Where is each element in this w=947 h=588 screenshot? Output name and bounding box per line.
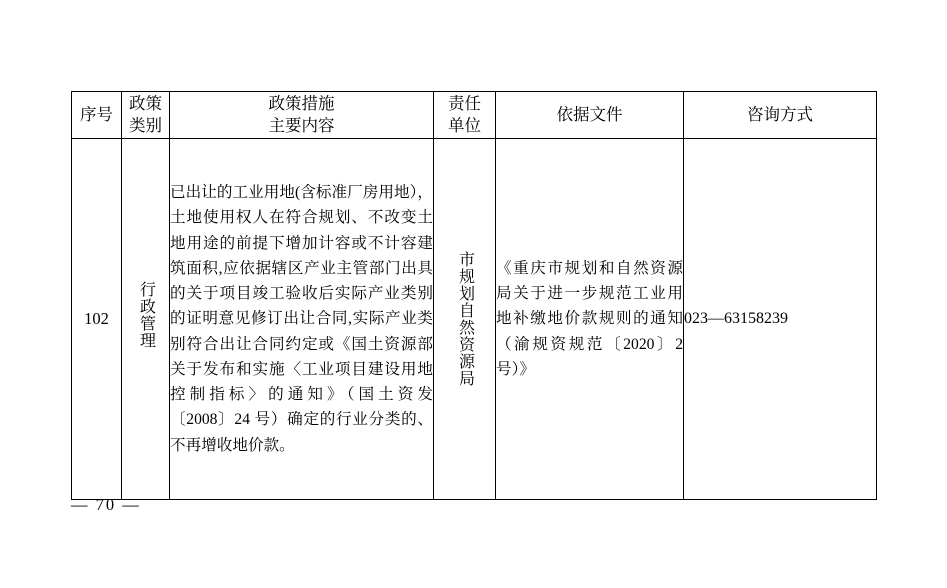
column-header-seq-line1: 序号 xyxy=(80,105,113,125)
column-header-content-line2: 主要内容 xyxy=(268,116,335,135)
column-header-category xyxy=(122,92,170,139)
page-number: — 70 — xyxy=(71,495,141,514)
policy-measures-table xyxy=(71,91,877,500)
table-header xyxy=(72,92,877,139)
column-header-seq xyxy=(72,92,122,139)
cell-policy-content-text: 已出让的工业用地(含标准厂房用地），土地使用权人在符合规划、不改变土地用途的前提下增加计容或不计容建筑面积,应依据辖区产业主管部门出具的关于项目竣工验收后实际产业类别的证明意见修订出让合同,实际产业类别符合出让合同约定或《国土资源部关于发布和实施〈工业项目建设用地控制指标〉的通知》（国土资发〔2008〕24 号）确定的行业分类的、不再增收地价款。 xyxy=(170,184,433,454)
column-header-document-line1: 依据文件 xyxy=(556,105,623,125)
column-header-category-line1: 政策 xyxy=(129,94,162,114)
cell-sequence-number: 102 xyxy=(72,139,122,500)
table-header-row xyxy=(72,92,877,139)
cell-responsible-unit-wrap xyxy=(434,139,495,499)
cell-responsible-unit xyxy=(434,139,496,500)
table-body xyxy=(72,139,877,500)
cell-responsible-unit-text: 市规划自然资源局 xyxy=(456,251,474,387)
column-header-contact xyxy=(684,92,877,139)
column-header-document xyxy=(496,92,684,139)
column-header-content-line1: 政策措施 xyxy=(268,94,335,114)
column-header-contact-line1: 咨询方式 xyxy=(747,105,813,125)
cell-policy-category xyxy=(122,139,170,500)
column-header-content xyxy=(170,92,434,139)
cell-policy-category-text: 行政管理 xyxy=(137,280,155,349)
column-header-unit-line2: 单位 xyxy=(448,116,481,135)
cell-basis-document-text: 《重庆市规划和自然资源局关于进一步规范工业用地补缴地价款规则的通知（渝规资规范〔2020〕2 号）》 xyxy=(496,259,683,378)
cell-contact-method: 023—63158239 xyxy=(684,139,877,500)
column-header-category-line2: 类别 xyxy=(129,116,162,135)
table-row xyxy=(72,139,877,500)
cell-basis-document xyxy=(496,139,684,500)
cell-policy-content xyxy=(170,139,434,500)
column-header-unit-line1: 责任 xyxy=(448,94,481,114)
column-header-unit xyxy=(434,92,496,139)
